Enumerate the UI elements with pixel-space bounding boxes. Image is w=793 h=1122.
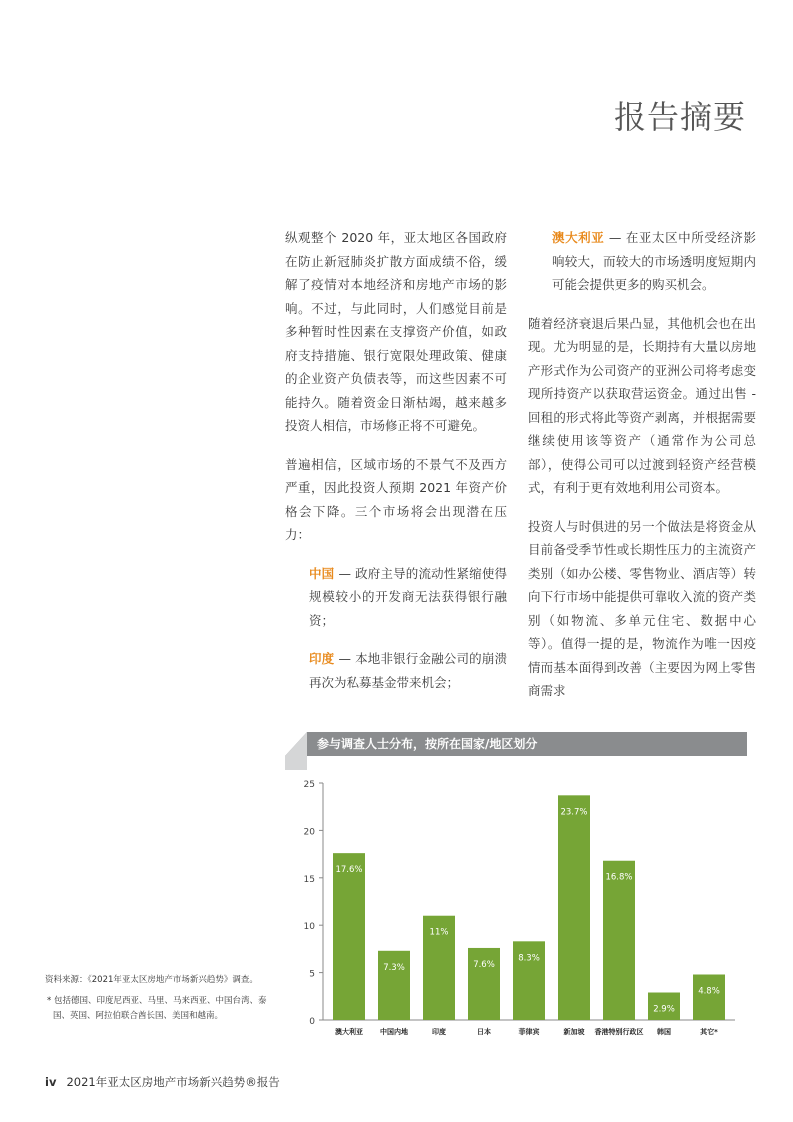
page-footer [45, 1074, 280, 1090]
right-column [528, 226, 756, 718]
china-item [285, 562, 507, 633]
x-category-label: 日本 [477, 1028, 491, 1036]
x-category-label: 中国内地 [380, 1028, 408, 1036]
x-category-label: 澳大利亚 [335, 1028, 363, 1036]
chart-banner [285, 732, 747, 770]
chart-bar [333, 853, 365, 1020]
india-text: — 本地非银行金融公司的崩溃再次为私募基金带来机会； [309, 651, 507, 690]
pressure-paragraph: 普遍相信，区域市场的不景气不及西方严重，因此投资人预期 2021 年资产价格会下降。三个市场将会出现潜在压力： [285, 456, 507, 542]
left-column [285, 226, 507, 709]
y-tick-label: 0 [309, 1017, 315, 1027]
chart-bar [693, 974, 725, 1020]
bar-value-label: 17.6% [335, 865, 363, 876]
source-line: 资料来源：《2021年亚太区房地产市场新兴趋势》调查。 [45, 975, 258, 985]
bar-value-label: 11% [429, 927, 449, 938]
bar-value-label: 2.9% [653, 1004, 675, 1015]
y-tick-label: 5 [309, 969, 315, 980]
x-category-label: 其它* [700, 1028, 718, 1036]
bar-value-label: 7.3% [383, 962, 405, 973]
page-number: iv [45, 1075, 57, 1089]
australia-label: 澳大利亚 [552, 230, 605, 245]
footnote-line: * 包括德国、印度尼西亚、马里、马来西亚、中国台湾、泰国、英国、阿拉伯联合酋长国、美国和越南。 [47, 996, 267, 1021]
australia-text: — 在亚太区中所受经济影响较大，而较大的市场透明度短期内可能会提供更多的购买机会。 [552, 230, 756, 292]
bar-value-label: 7.6% [473, 959, 495, 970]
opportunity-paragraph: 随着经济衰退后果凸显，其他机会也在出现。尤为明显的是，长期持有大量以房地产形式作为公司资产的亚洲公司将考虑变现所持资产以获取营运资金。通过出售 - 回租的形式将此等资产剥离，并根据需要继续使用该等资产（通常作为公司总部），使得公司可以过渡到轻资产经营模式，有利于更有效地利用公司资本。 [528, 315, 756, 495]
chart-bar [468, 948, 500, 1020]
chart-bar [378, 951, 410, 1020]
source-note [45, 973, 277, 1030]
y-tick-label: 25 [303, 780, 315, 790]
investor-paragraph: 投资人与时俱进的另一个做法是将资金从目前备受季节性或长期性压力的主流资产类别（如办公楼、零售物业、酒店等）转向下行市场中能提供可靠收入流的资产类别（如物流、多单元住宅、数据中心等）。值得一提的是，物流作为唯一因疫情而基本面得到改善（主要因为网上零售商需求 [528, 518, 756, 698]
intro-paragraph: 纵观整个 2020 年，亚太地区各国政府在防止新冠肺炎扩散方面成绩不俗，缓解了疫情对本地经济和房地产市场的影响。不过，与此同时，人们感觉目前是多种暂时性因素在支撑资产价值，如政府支持措施、银行宽限处理政策、健康的企业资产负债表等，而这些因素不可能持久。随着资金日渐枯竭，越来越多投资人相信，市场修正将不可避免。 [285, 230, 507, 433]
china-label: 中国 [309, 565, 335, 581]
india-label: 印度 [309, 651, 335, 666]
footer-text: 2021年亚太区房地产市场新兴趋势®报告 [66, 1075, 280, 1089]
x-category-label: 韩国 [657, 1028, 671, 1036]
china-text: — 政府主导的流动性紧缩使得规模较小的开发商无法获得银行融资； [309, 565, 507, 628]
bar-value-label: 23.7% [560, 807, 588, 818]
chart-title: 参与调查人士分布，按所在国家/地区划分 [317, 737, 538, 751]
y-tick-label: 20 [303, 827, 315, 838]
india-item [285, 647, 507, 694]
y-tick-label: 10 [303, 922, 315, 933]
bar-value-label: 16.8% [605, 872, 633, 883]
y-tick-label: 15 [303, 874, 315, 885]
banner-fold [285, 732, 307, 770]
australia-item [528, 226, 756, 297]
x-category-label: 菲律宾 [518, 1028, 540, 1036]
bar-value-label: 8.3% [518, 953, 540, 964]
bar-chart [285, 770, 747, 1045]
page-title: 报告摘要 [613, 98, 746, 136]
x-category-label: 香港特别行政区 [594, 1028, 644, 1036]
chart-bar [603, 861, 635, 1020]
bar-value-label: 4.8% [698, 986, 720, 997]
x-category-label: 印度 [432, 1028, 446, 1036]
x-category-label: 新加坡 [563, 1028, 585, 1036]
chart-bar [558, 795, 590, 1020]
